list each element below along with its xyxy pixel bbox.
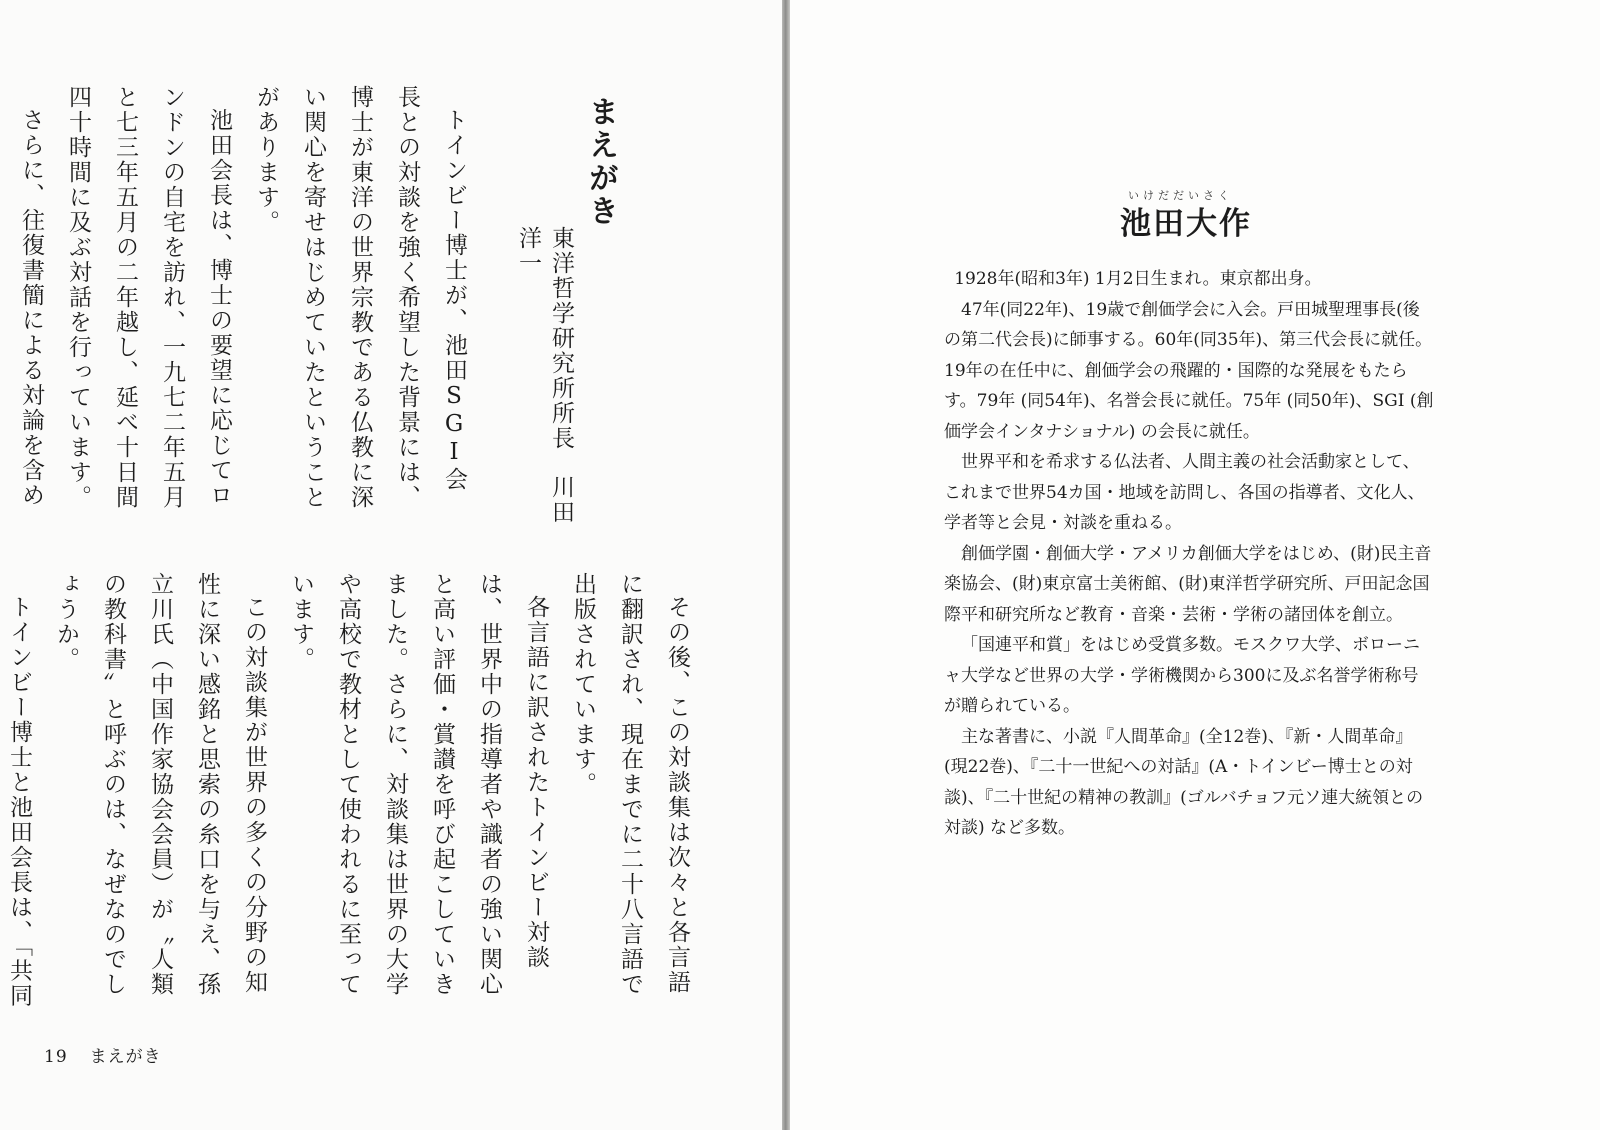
book-gutter: [782, 0, 790, 1130]
paragraph: 池田会長は、博士の要望に応じてロンドンの自宅を訪れ、一九七二年五月と七三年五月の二年越し、延べ十日間四十時間に及ぶ対話を行っています。: [65, 85, 232, 510]
chapter-title: まえがき: [583, 96, 618, 228]
author-byline: [512, 226, 578, 526]
paragraph: この対談集が世界の多くの分野の知性に深い感銘と思索の糸口を与え、孫立川氏（中国作家協会会員）が〝人類の教科書〟と呼ぶのは、なぜなのでしょうか。: [53, 572, 267, 997]
running-title: まえがき: [89, 1047, 162, 1067]
paragraph: 各言語に訳されたトインビー対談は、世界中の指導者や識者の強い関心と高い評価・賞讃を呼び起こしていきました。さらに、対談集は世界の大学や高校で教材として使われるに至っています。: [288, 572, 549, 997]
bio-paragraph: 世界平和を希求する仏法者、人間主義の社会活動家として、これまで世界54カ国・地域を訪問し、各国の指導者、文化人、学者等と会見・対談を重ねる。: [944, 452, 1425, 533]
name-reading: いけだだいさく: [1128, 189, 1233, 202]
author-affiliation: 東洋哲学研究所所長: [548, 226, 574, 451]
page-number: 19: [44, 1047, 68, 1067]
left-page: [0, 0, 782, 1130]
preface-text-upper: [18, 85, 477, 515]
bio-paragraph: 1928年(昭和3年) 1月2日生まれ。東京都出身。: [954, 269, 1322, 289]
paragraph: その後、この対談集は次々と各言語に翻訳され、現在までに二十八言語で出版されています。: [570, 572, 690, 997]
bio-paragraph: 主な著書に、小説『人間革命』(全12巻)、『新・人間革命』(現22巻)、『二十一世紀への対話』(A・トインビー博士との対談)、『二十世紀の精神の教訓』(ゴルバチョフ元ソ連大統領との対談) など多数。: [944, 726, 1424, 838]
bio-paragraph: 「国連平和賞」をはじめ受賞多数。モスクワ大学、ボローニャ大学など世界の大学・学術機関から300に及ぶ名誉学術称号が贈られている。: [944, 635, 1420, 716]
author-name: 川田洋一: [515, 226, 574, 525]
page-footer: [44, 1042, 162, 1067]
profile-name: 池田大作: [1120, 206, 1252, 242]
bio-paragraph: 創価学園・創価大学・アメリカ創価大学をはじめ、(財)民主音楽協会、(財)東京富士美術館、(財)東洋哲学研究所、戸田記念国際平和研究所など教育・音楽・芸術・学術の諸団体を創立。: [944, 543, 1432, 625]
paragraph: さらに、往復書簡による対論を含め: [18, 108, 44, 508]
bio-paragraph: 47年(同22年)、19歳で創価学会に入会。戸田城聖理事長(後の第二代会長)に師事する。60年(同35年)、第三代会長に就任。19年の在任中に、創価学会の飛躍的・国際的な発展をもたらす。79年 (同54年)、名誉会長に就任。75年 (同50年)、SGI (創価学会インタナショナル) の会長に就任。: [944, 299, 1434, 442]
author-biography: [944, 264, 1434, 844]
paragraph: トインビー博士が、池田SGI会長との対談を強く希望した背景には、博士が東洋の世界宗教である仏教に深い関心を寄せはじめていたということがあります。: [253, 85, 467, 510]
paragraph: トインビー博士と池田会長は、「共同: [6, 595, 32, 1009]
preface-text-lower: [6, 572, 700, 1012]
